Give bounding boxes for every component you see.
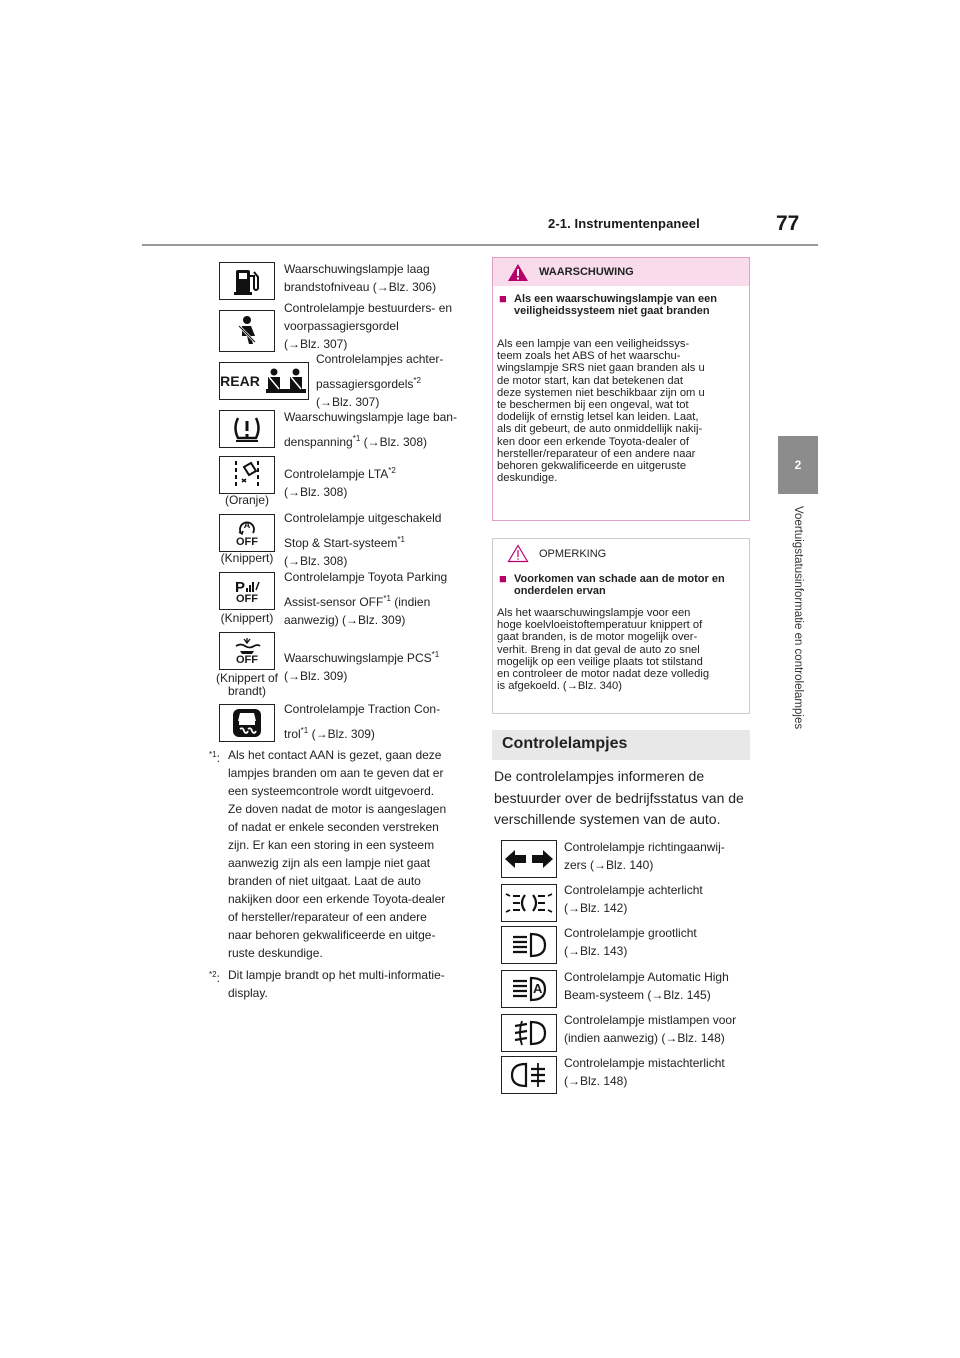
front-fog-icon	[501, 1014, 557, 1052]
stop-start-letter: A	[243, 520, 251, 530]
lta-icon	[219, 456, 275, 494]
lamp-caption-lta: (Oranje)	[224, 493, 269, 507]
warning-box	[492, 257, 750, 521]
caution-triangle-icon	[507, 544, 529, 563]
high-beam-icon	[501, 926, 557, 964]
lamp-desc-rear-seatbelt: Controlelampjes achter- passagiersgordels$^{*2}$ (→Blz. 307)	[316, 352, 444, 409]
tire-pressure-icon	[219, 410, 275, 448]
note-heading: ■ Voorkomen van schade aan de motor en onderdelen ervan	[499, 571, 725, 597]
pcs-off-icon	[219, 632, 275, 670]
lamp-desc-auto-high-beam: Controlelampje Automatic High Beam-systeem (→Blz. 145)	[564, 970, 729, 1002]
off-label: OFF	[236, 535, 258, 548]
warning-header	[493, 258, 749, 286]
off-label: OFF	[236, 653, 258, 666]
footnote-1: $^{*1}$: Als het contact AAN is gezet, gaan deze lampjes branden om aan te geven dat er een systeemcontrole wordt uitgevoerd. Ze doven nadat de motor is aangeslagen of nadat er enkele seconden verstreken zijn. Er kan een storing in een systeem aanwezig zijn als een lampje niet gaat branden of niet uitgaat. Laat de auto nakijken door een erkende Toyota-dealer of hersteller/reparateur of een andere naar behoren gekwalificeerde en uitge- ruste deskundige.	[209, 748, 447, 960]
section-heading-bar	[492, 730, 750, 760]
footnote-2: $^{*2}$: Dit lampje brandt op het multi-informatie- display.	[209, 968, 445, 1000]
lamp-desc-tail-light: Controlelampje achterlicht (→Blz. 142)	[564, 883, 703, 915]
parking-assist-off-icon	[219, 572, 275, 610]
header-divider	[142, 244, 818, 246]
lamp-desc-seatbelt: Controlelampje bestuurders- en voorpassagiersgordel (→Blz. 307)	[284, 301, 453, 351]
chapter-tab: 2	[778, 436, 818, 494]
lamp-desc-turn-signal: Controlelampje richtingaanwij- zers (→Blz. 140)	[564, 840, 725, 872]
lamp-desc-stop-start: Controlelampje uitgeschakeld Stop & Start-systeem$^{*1}$ (→Blz. 308)	[284, 511, 442, 568]
note-body: Als het waarschuwingslampje voor een hoge koelvloeistoftemperatuur knippert of gaat branden, is de motor mogelijk over- verhit. Breng in dat geval de auto zo snel mogelijk op een veilige plaats tot stilstand en controleer de motor nadat deze volledig is afgekoeld. (→Blz. 340)	[497, 607, 710, 693]
lamp-desc-front-fog: Controlelampje mistlampen voor (indien aanwezig) (→Blz. 148)	[564, 1013, 737, 1045]
lamp-desc-tire-pressure: Waarschuwingslampje lage ban- denspanning$^{*1}$ (→Blz. 308)	[284, 410, 457, 449]
auto-letter: A	[533, 981, 543, 996]
lamp-desc-lta: Controlelampje LTA$^{*2}$ (→Blz. 308)	[284, 466, 396, 499]
rear-seatbelt-icon	[219, 362, 309, 400]
warning-triangle-icon	[507, 263, 529, 282]
lamp-caption-parking: (Knippert)	[220, 611, 274, 625]
lamp-desc-rear-fog: Controlelampje mistachterlicht (→Blz. 148)	[564, 1056, 725, 1088]
warning-heading: ■ Als een waarschuwingslampje van een veiligheidssysteem niet gaat branden	[499, 291, 717, 317]
fuel-pump-icon	[219, 262, 275, 300]
lamp-caption-stop-start: (Knippert)	[220, 551, 274, 565]
section-header: 2-1. Instrumentenpaneel	[548, 216, 700, 231]
seatbelt-icon	[219, 310, 275, 352]
turn-signal-icon	[501, 840, 557, 878]
chapter-title-text: Voertuigstatusinformatie en controlelampjes	[792, 506, 804, 730]
rear-label: REAR	[220, 373, 260, 389]
page-number: 77	[776, 212, 800, 235]
lamp-desc-traction: Controlelampje Traction Con- trol$^{*1}$ (→Blz. 309)	[284, 702, 441, 741]
stop-start-off-icon	[219, 514, 275, 552]
traction-control-icon	[219, 704, 275, 742]
section-heading: Controlelampjes	[502, 735, 628, 752]
auto-high-beam-icon	[501, 970, 557, 1008]
note-title: OPMERKING	[539, 548, 607, 560]
lamp-desc-parking: Controlelampje Toyota Parking Assist-sensor OFF$^{*1}$ (indien aanwezig) (→Blz. 309)	[284, 570, 448, 627]
warning-title: WAARSCHUWING	[539, 266, 634, 278]
tail-light-icon	[501, 884, 557, 922]
lamp-caption-pcs: (Knippert of brandt)	[215, 671, 279, 698]
lamp-desc-pcs: Waarschuwingslampje PCS$^{*1}$ (→Blz. 309)	[284, 650, 440, 683]
lamp-desc-fuel: Waarschuwingslampje laag brandstofniveau (→Blz. 306)	[284, 262, 437, 294]
rear-fog-icon	[501, 1056, 557, 1094]
lamp-desc-high-beam: Controlelampje grootlicht (→Blz. 143)	[564, 926, 697, 958]
warning-body: Als een lampje van een veiligheidssys- teem zoals het ABS of het waarschu- wingslampje SRS niet gaan branden als u de motor start, kan dat betekenen dat deze systemen niet beschikbaar zijn om u te beschermen bij een ongeval, wat tot dodelijk of ernstig letsel kan leiden. Laat, als dit gebeurt, de auto onmiddellijk nakij- ken door een erkende Toyota-dealer of hersteller/reparateur of een andere naar behoren gekwalificeerde en uitgeruste deskundige.	[497, 338, 705, 485]
chapter-side-title	[770, 506, 826, 806]
off-label: OFF	[236, 592, 258, 605]
section-intro: De controlelampjes informeren de bestuurder over de bedrijfsstatus van de verschillende systemen van de auto.	[494, 768, 744, 827]
note-box	[492, 538, 750, 714]
svg-text:P: P	[235, 578, 246, 594]
